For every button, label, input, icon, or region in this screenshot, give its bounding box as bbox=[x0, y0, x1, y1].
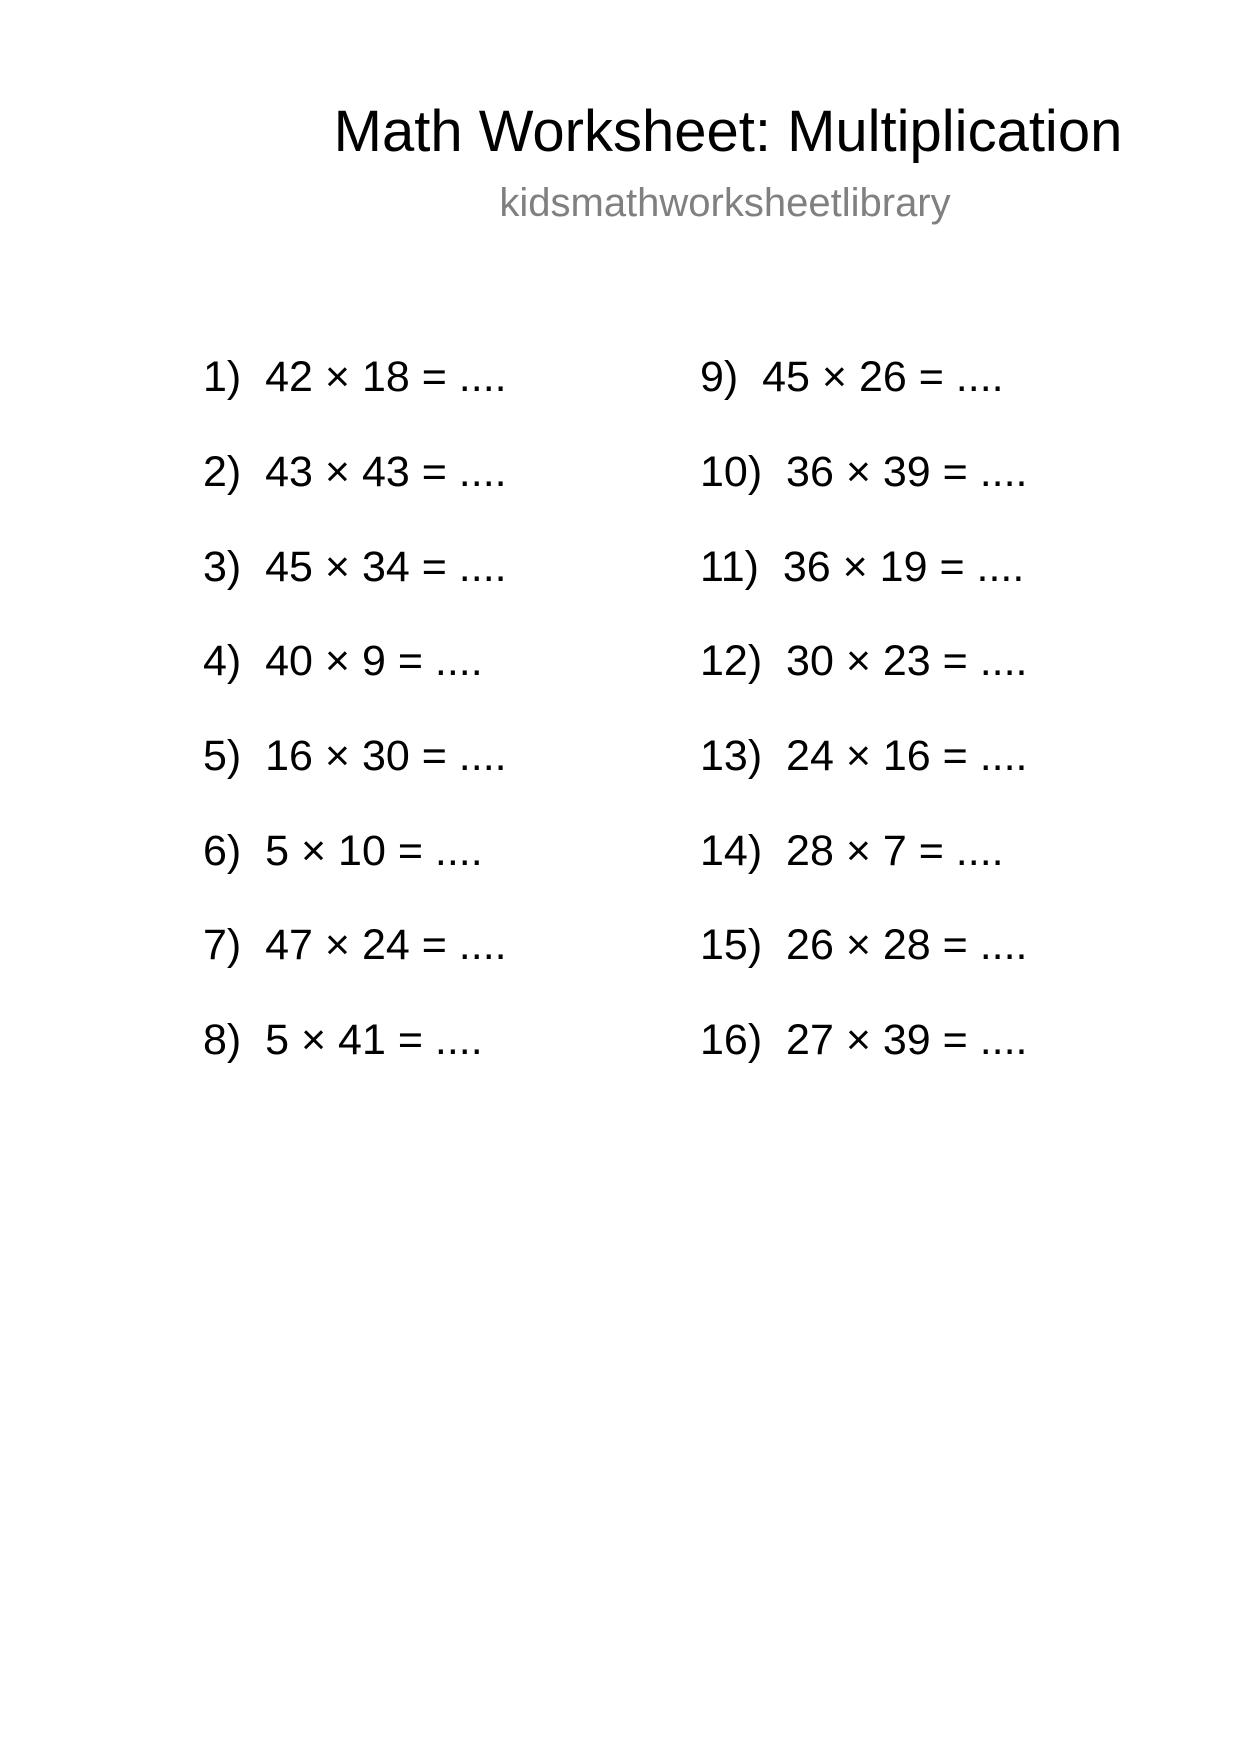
problem-4: 4) 40 × 9 = .... bbox=[203, 637, 483, 685]
problem-13: 13) 24 × 16 = .... bbox=[700, 732, 1028, 780]
worksheet-source: kidsmathworksheetlibrary bbox=[499, 181, 951, 225]
problem-9: 9) 45 × 26 = .... bbox=[700, 353, 1004, 401]
worksheet-title: Math Worksheet: Multiplication bbox=[333, 99, 1123, 164]
problem-11: 11) 36 × 19 = .... bbox=[700, 543, 1025, 591]
problem-1: 1) 42 × 18 = .... bbox=[203, 353, 507, 401]
problem-2: 2) 43 × 43 = .... bbox=[203, 448, 507, 496]
problem-3: 3) 45 × 34 = .... bbox=[203, 543, 507, 591]
problem-15: 15) 26 × 28 = .... bbox=[700, 921, 1028, 969]
problem-10: 10) 36 × 39 = .... bbox=[700, 448, 1028, 496]
problem-6: 6) 5 × 10 = .... bbox=[203, 827, 483, 875]
problem-16: 16) 27 × 39 = .... bbox=[700, 1016, 1028, 1064]
problem-12: 12) 30 × 23 = .... bbox=[700, 637, 1028, 685]
problem-8: 8) 5 × 41 = .... bbox=[203, 1016, 483, 1064]
problem-5: 5) 16 × 30 = .... bbox=[203, 732, 507, 780]
problem-14: 14) 28 × 7 = .... bbox=[700, 827, 1004, 875]
problem-7: 7) 47 × 24 = .... bbox=[203, 921, 507, 969]
